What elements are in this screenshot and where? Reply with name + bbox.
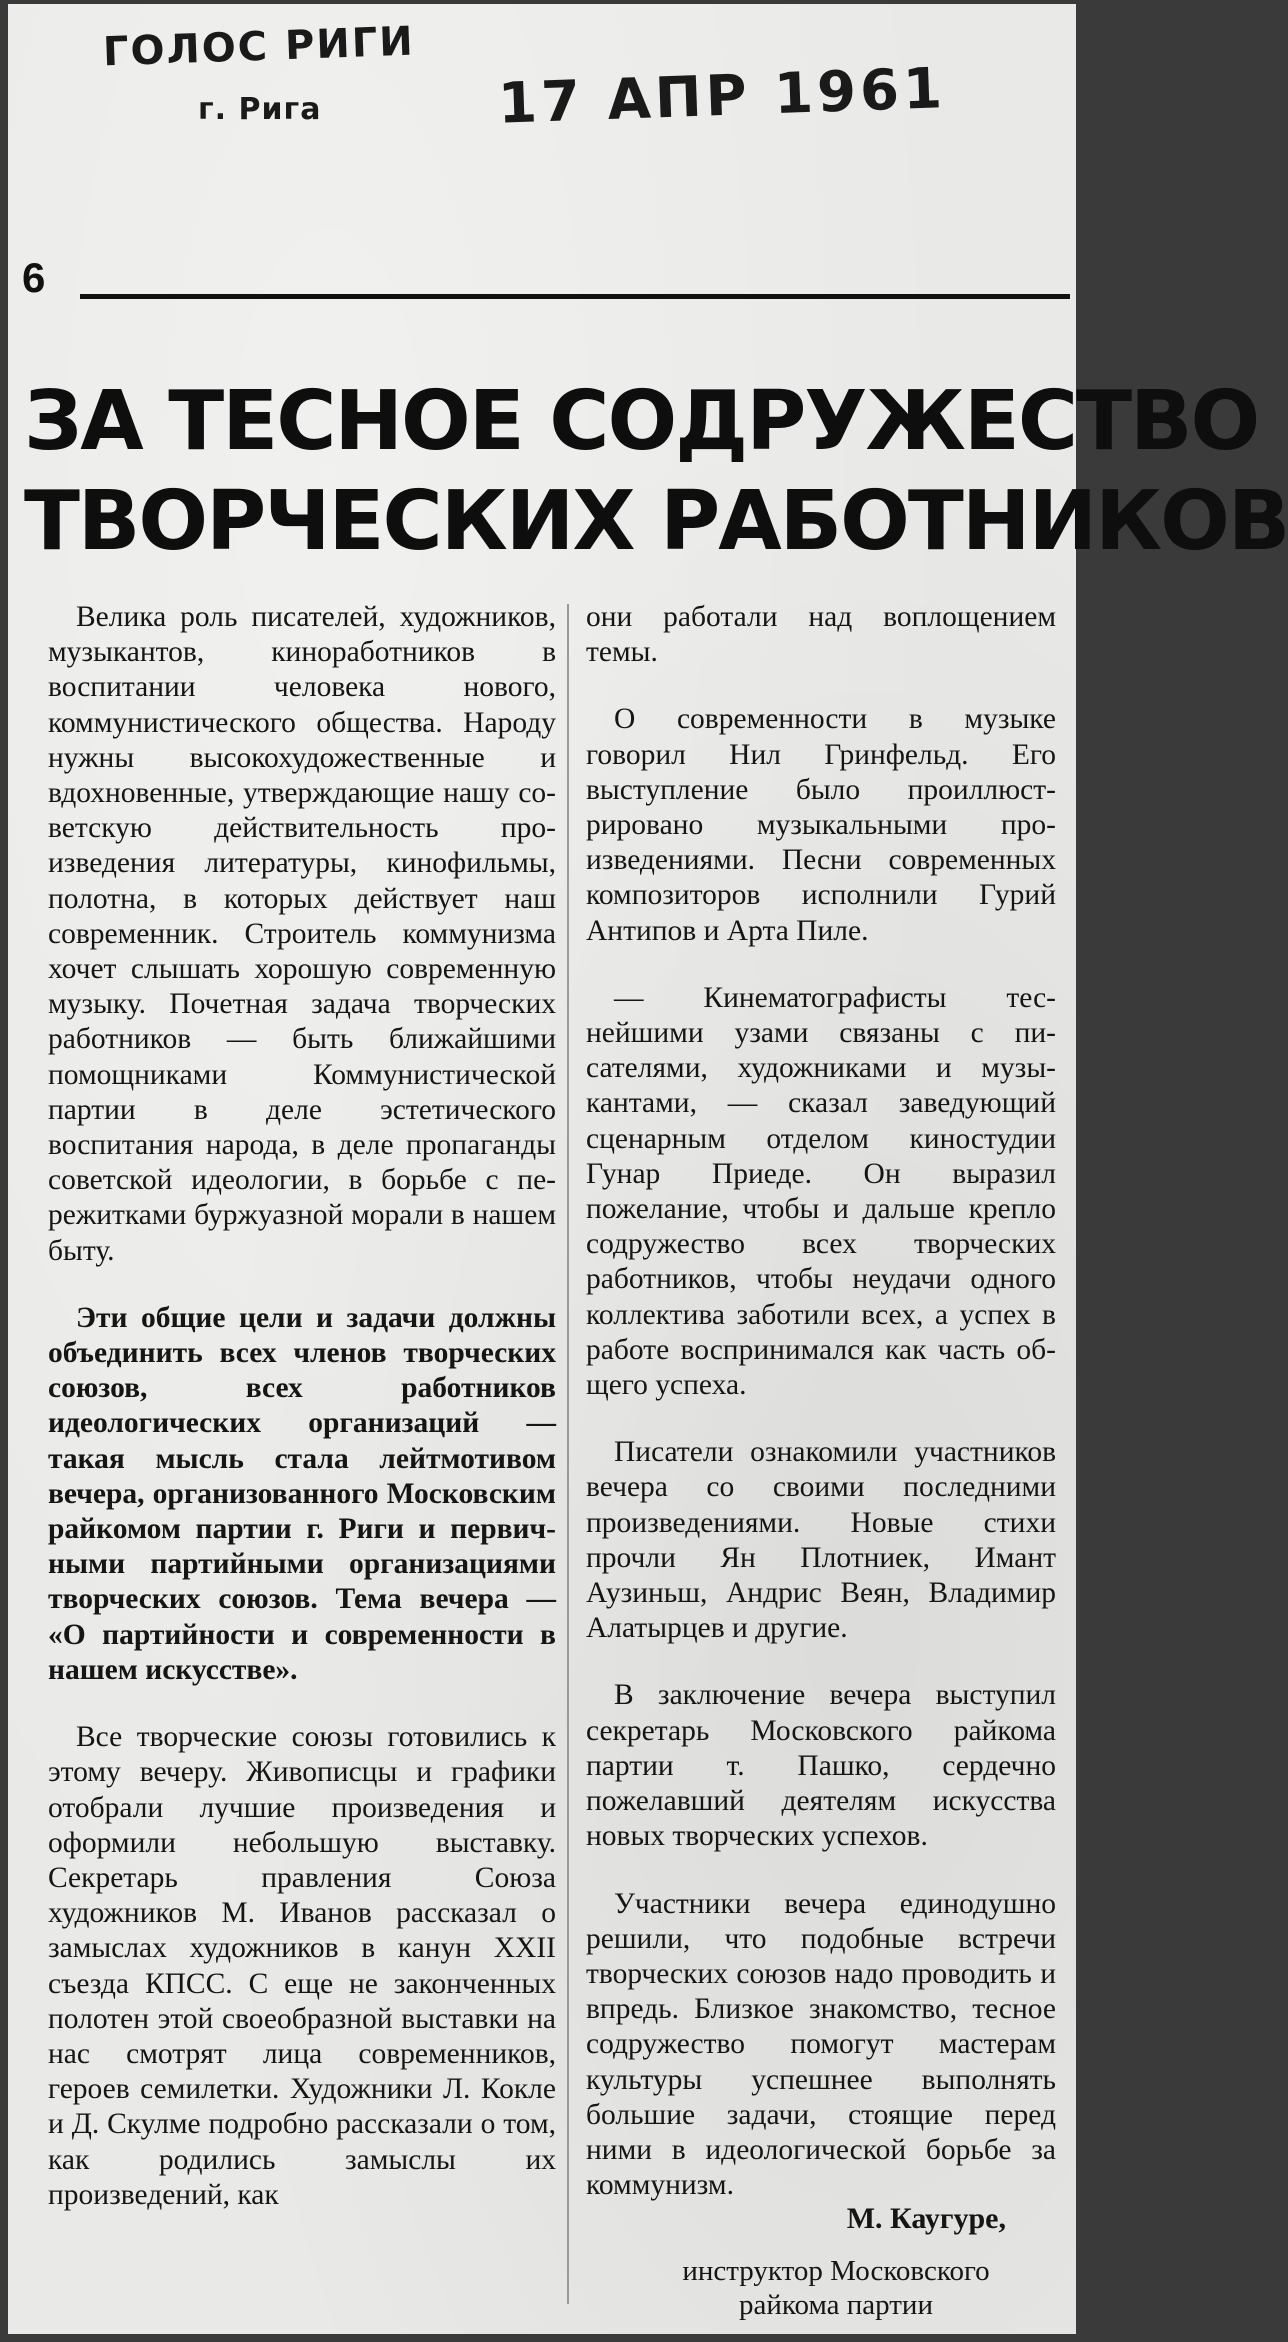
article-left-column <box>48 600 556 2245</box>
article-headline <box>24 372 1288 572</box>
paragraph-unions: Все творческие союзы готовились к этому вечеру. Живописцы и графики отобрали лучшие произведения и оформили небольшую выставку. Секретарь правления Союза художников М. Иванов рассказал о замыслах художников в канун XXII съезда КПСС. С еще не законченных полотен этой своеобразной выставки на нас смотрят лица современников, героев семилетки. Художники Л. Кокле и Д. Скулме подробно рассказали о том, как родились замыслы их произведений, как <box>48 1721 556 2211</box>
paragraph-continuation: они работали над воплощением темы. <box>586 601 1056 669</box>
paragraph-resolution: Участники вечера единодушно решили, что подобные встречи творческих союзов надо проводить и впредь. Близкое знакомство, тесное содружество помогут мастерам культуры успешнее выполнять большие задачи, стоящие перед ними в идеологической борьбе за коммунизм. <box>586 1887 1056 2202</box>
paragraph-music: О современности в музыке говорил Нил Гринфельд. Его выступление было проиллюстрировано музыкальными произведениями. Песни современных композиторов исполнили Гурий Антипов и Арта Пиле. <box>586 703 1056 947</box>
paragraph-writers: Писатели ознакомили участников вечера со своими последними произведениями. Новые стихи прочли Ян Плотниек, Имант Аузиньш, Андрис Веян, Владимир Алатырцев и другие. <box>586 1436 1056 1645</box>
paragraph-goals: Эти общие цели и задачи должны объединить всех членов творческих союзов, всех работников идеологических организаций — такая мысль стала лейтмотивом вечера, организованного Московским райкомом партии г. Риги и первичными партийными организациями творческих союзов. Тема вечера — «О партийности и современности в нашем искусстве». <box>48 1301 556 1686</box>
article-right-column <box>586 600 1056 2235</box>
date-stamp: 17 АПР 1961 <box>497 56 948 137</box>
article-signature <box>586 2202 1056 2322</box>
author-name: М. Каугуре, <box>846 2202 1006 2235</box>
newspaper-clipping <box>8 4 1288 2334</box>
newspaper-name-stamp: ГОЛОС РИГИ <box>102 18 416 76</box>
headline-line-2: ТВОРЧЕСКИХ РАБОТНИКОВ <box>24 474 1288 569</box>
headline-line-1: ЗА ТЕСНОЕ СОДРУЖЕСТВО <box>24 374 1259 469</box>
author-title-line-1: инструктор Московского <box>682 2255 990 2287</box>
paragraph-intro: Велика роль писателей, художников, музыкантов, киноработников в воспитании человека нового, коммунистического общества. Народу нужны высокохудожественные и вдохновенные, утверждающие нашу советскую действительность произведения литературы, кинофильмы, полотна, в которых действует наш современник. Строитель коммунизма хочет слышать хорошую современную музыку. Почетная задача творческих работников — быть ближайшими помощниками Коммунистической партии в деле эстетического воспитания народа, в деле пропаганды советской идеологии, в борьбе с пережитками буржуазной морали в нашем быту. <box>48 601 556 1267</box>
city-stamp: г. Рига <box>198 92 322 127</box>
page-number: 6 <box>22 254 46 301</box>
author-title-line-2: райкома партии <box>739 2289 933 2321</box>
paragraph-cinema: — Кинематографисты теснейшими узами связаны с писателями, художниками и музыкантами, — сказал заведующий сценарным отделом киностудии Гунар Приеде. Он выразил пожелание, чтобы и дальше крепло содружество всех творческих работников, чтобы неудачи одного коллектива заботили всех, а успех в работе воспринимался как часть общего успеха. <box>586 981 1056 1402</box>
column-divider <box>567 604 569 2304</box>
header-rule <box>80 294 1070 299</box>
paragraph-conclusion: В заключение вечера выступил секретарь Московского райкома партии т. Пашко, сердечно пожелавший деятелям искусства новых творческих успехов. <box>586 1679 1056 1853</box>
